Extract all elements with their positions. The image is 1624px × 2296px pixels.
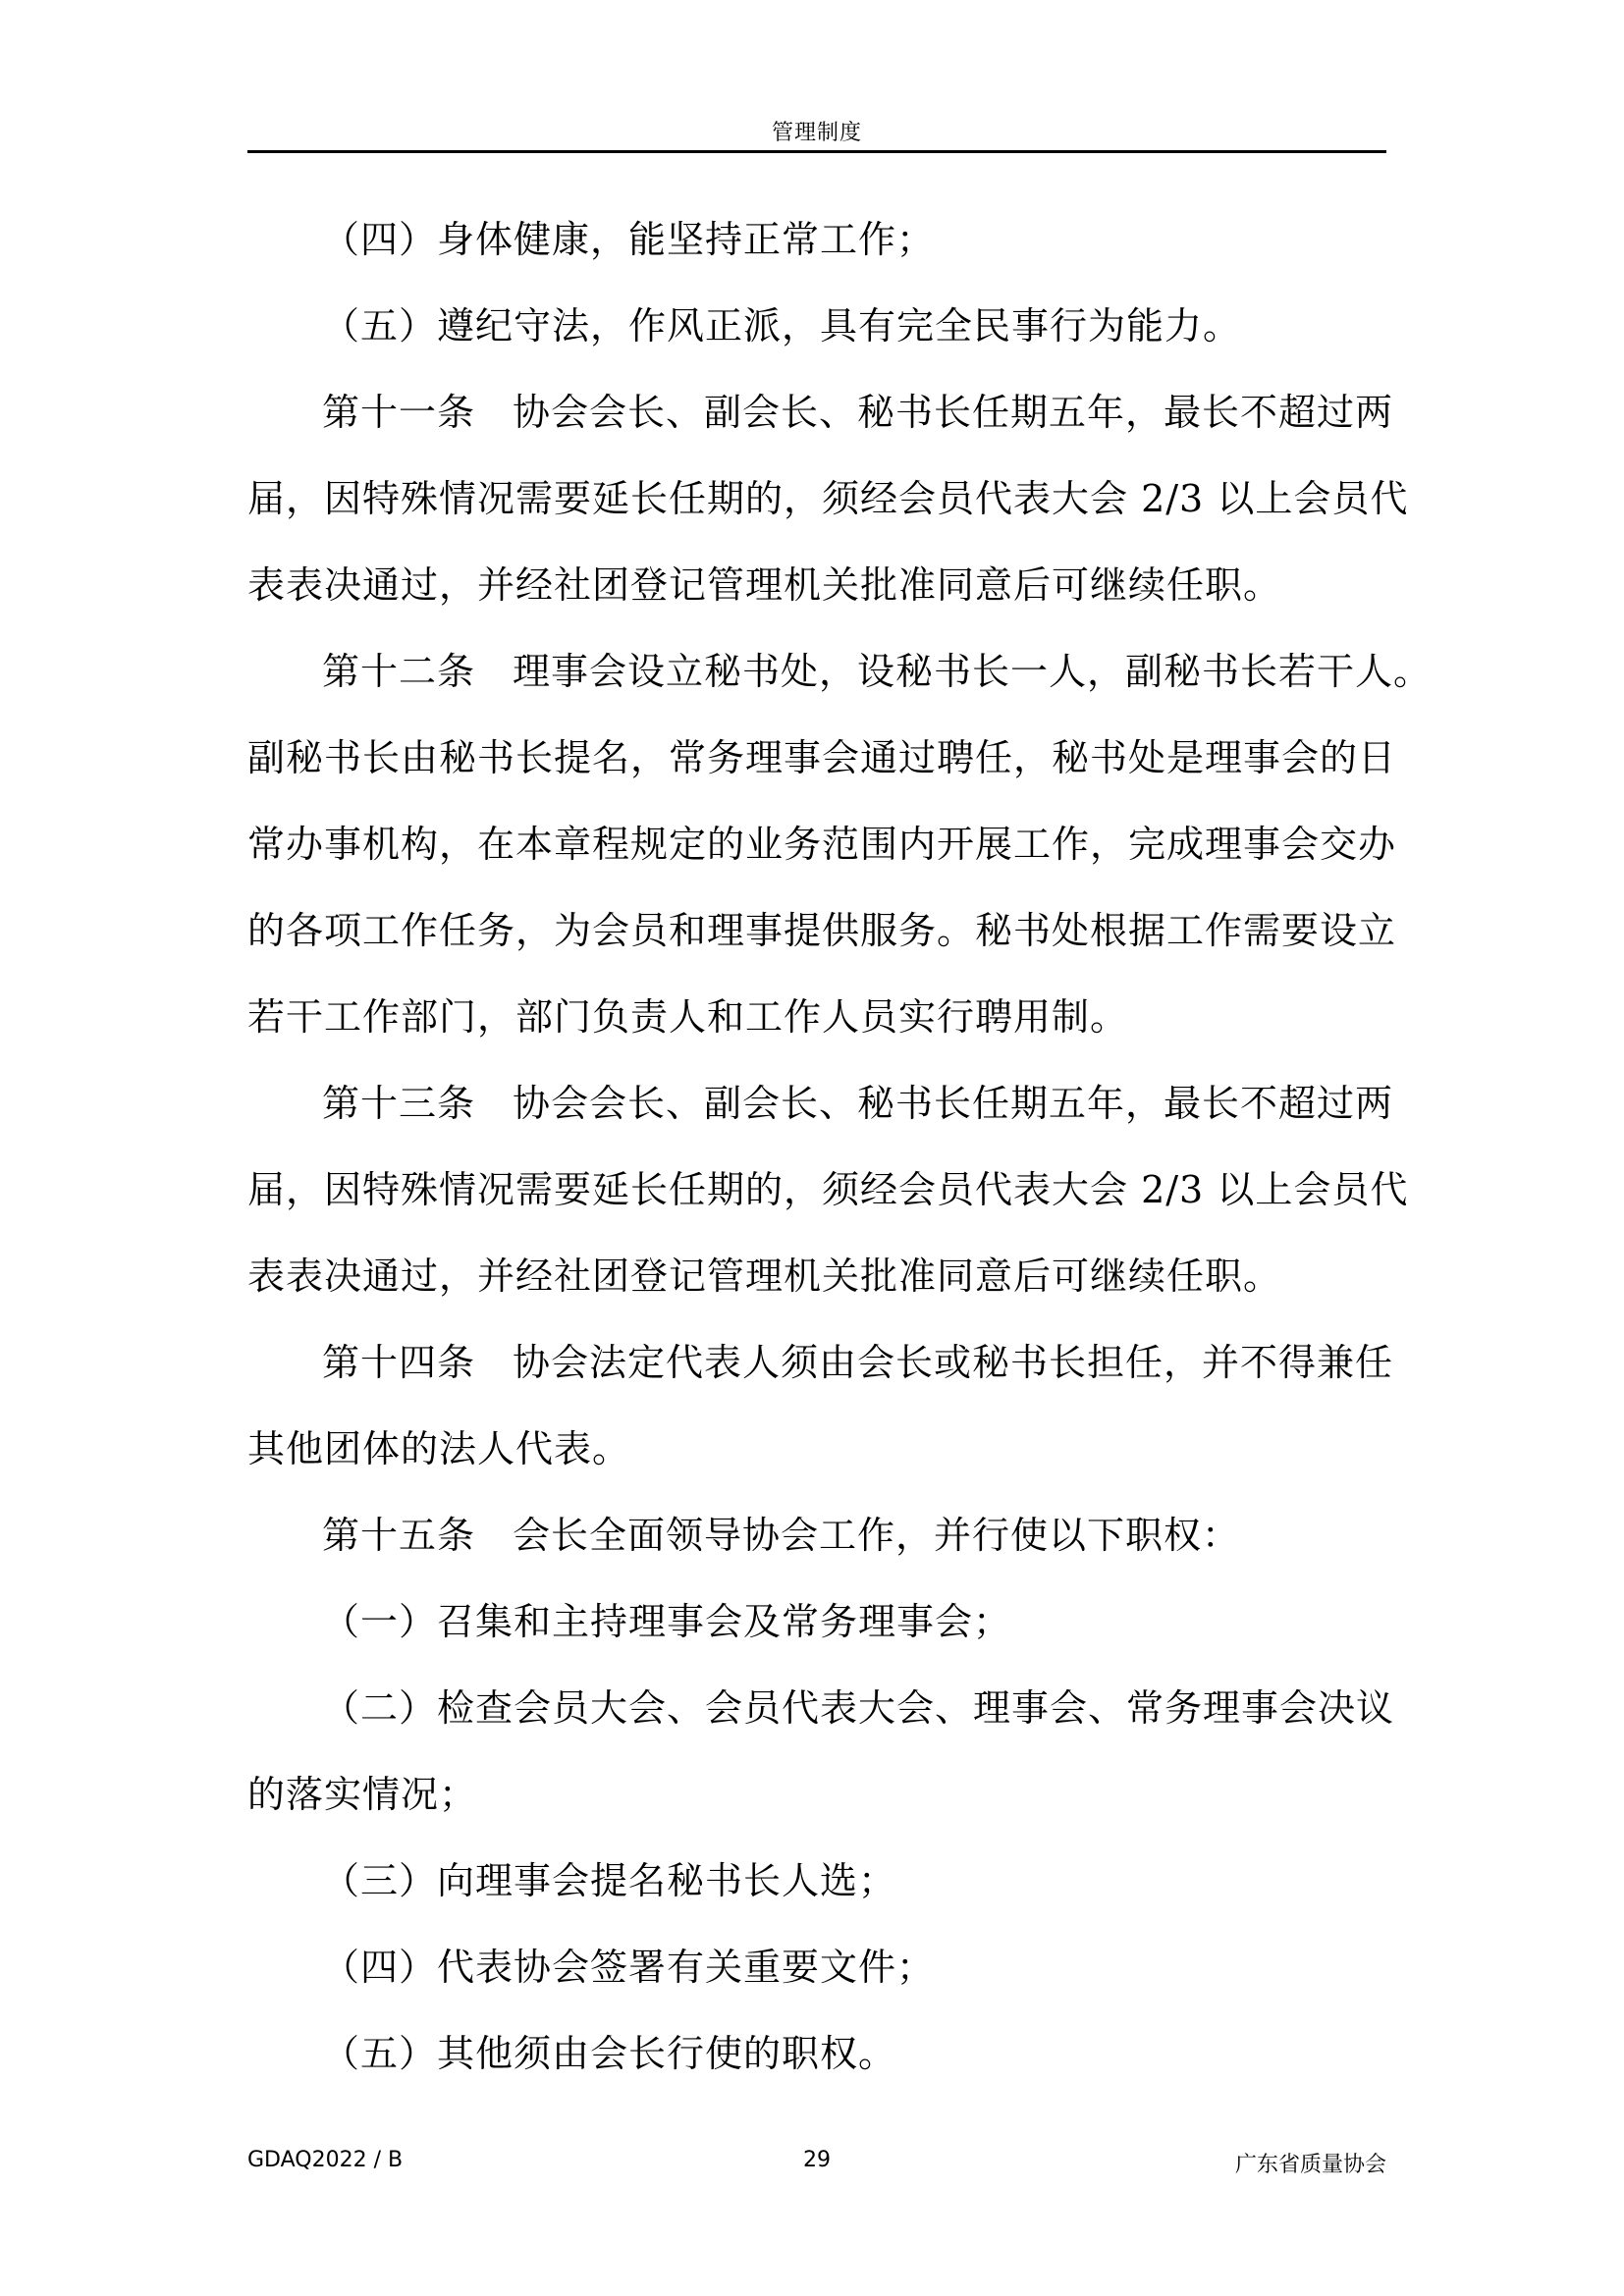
article-number: 第十五条 (322, 1514, 476, 1557)
line-text: （二）检查会员大会、会员代表大会、理事会、常务理事会决议 (322, 1686, 1395, 1730)
article-line (247, 642, 1433, 728)
text-line (247, 815, 1397, 901)
line-text: （三）向理事会提名秘书长人选； (322, 1859, 897, 1902)
line-text: （一）召集和主持理事会及常务理事会； (322, 1600, 1012, 1643)
line-text: 届，因特殊情况需要延长任期的，须经会员代表大会 2/3 以上会员代 (247, 1168, 1409, 1211)
text-line (247, 556, 1386, 642)
page-header-title: 管理制度 (771, 121, 862, 145)
line-text: 会长全面领导协会工作，并行使以下职权： (513, 1514, 1241, 1557)
text-line (247, 210, 1386, 296)
line-text: （四）身体健康，能坚持正常工作； (322, 218, 936, 261)
line-text: 表表决通过，并经社团登记管理机关批准同意后可继续任职。 (247, 563, 1282, 607)
text-line (247, 1851, 1386, 1938)
text-line (247, 1592, 1386, 1679)
text-line (247, 1765, 1386, 1851)
article-line (247, 1506, 1386, 1592)
text-line (247, 988, 1386, 1074)
article-number: 第十一条 (322, 391, 476, 434)
text-line (247, 296, 1386, 383)
text-line (247, 1938, 1386, 2024)
line-text: 常办事机构，在本章程规定的业务范围内开展工作，完成理事会交办 (247, 823, 1397, 866)
article-line (247, 383, 1394, 469)
line-text: 其他团体的法人代表。 (247, 1427, 631, 1470)
text-line (247, 901, 1397, 988)
text-line (247, 728, 1397, 815)
line-text: 的落实情况； (247, 1773, 478, 1816)
text-line (247, 469, 1409, 556)
text-line (247, 1419, 1386, 1506)
line-text: 的各项工作任务，为会员和理事提供服务。秘书处根据工作需要设立 (247, 909, 1397, 952)
footer-organization: 广东省质量协会 (1234, 2153, 1386, 2177)
line-text: 表表决通过，并经社团登记管理机关批准同意后可继续任职。 (247, 1255, 1282, 1298)
article-number: 第十四条 (322, 1341, 476, 1384)
footer-page-number: 29 (803, 2148, 831, 2172)
document-body (247, 210, 1433, 2110)
line-text: 协会法定代表人须由会长或秘书长担任，并不得兼任 (513, 1341, 1394, 1384)
footer-document-code: GDAQ2022 / B (247, 2148, 404, 2172)
text-line (247, 2024, 1386, 2110)
text-line (247, 1247, 1386, 1333)
line-text: 协会会长、副会长、秘书长任期五年，最长不超过两 (513, 391, 1394, 434)
line-text: 若干工作部门，部门负责人和工作人员实行聘用制。 (247, 995, 1129, 1039)
article-number: 第十三条 (322, 1082, 476, 1125)
line-text: （五）其他须由会长行使的职权。 (322, 2032, 897, 2075)
line-text: （五）遵纪守法，作风正派，具有完全民事行为能力。 (322, 304, 1242, 347)
article-line (247, 1074, 1394, 1160)
line-text: 理事会设立秘书处，设秘书长一人，副秘书长若干人。 (513, 650, 1433, 693)
text-line (247, 1679, 1395, 1765)
article-number: 第十二条 (322, 650, 476, 693)
article-line (247, 1333, 1394, 1419)
line-text: 副秘书长由秘书长提名，常务理事会通过聘任，秘书处是理事会的日 (247, 736, 1397, 779)
line-text: 协会会长、副会长、秘书长任期五年，最长不超过两 (513, 1082, 1394, 1125)
line-text: （四）代表协会签署有关重要文件； (322, 1946, 936, 1989)
header-divider (247, 150, 1386, 153)
text-line (247, 1160, 1409, 1247)
line-text: 届，因特殊情况需要延长任期的，须经会员代表大会 2/3 以上会员代 (247, 477, 1409, 520)
